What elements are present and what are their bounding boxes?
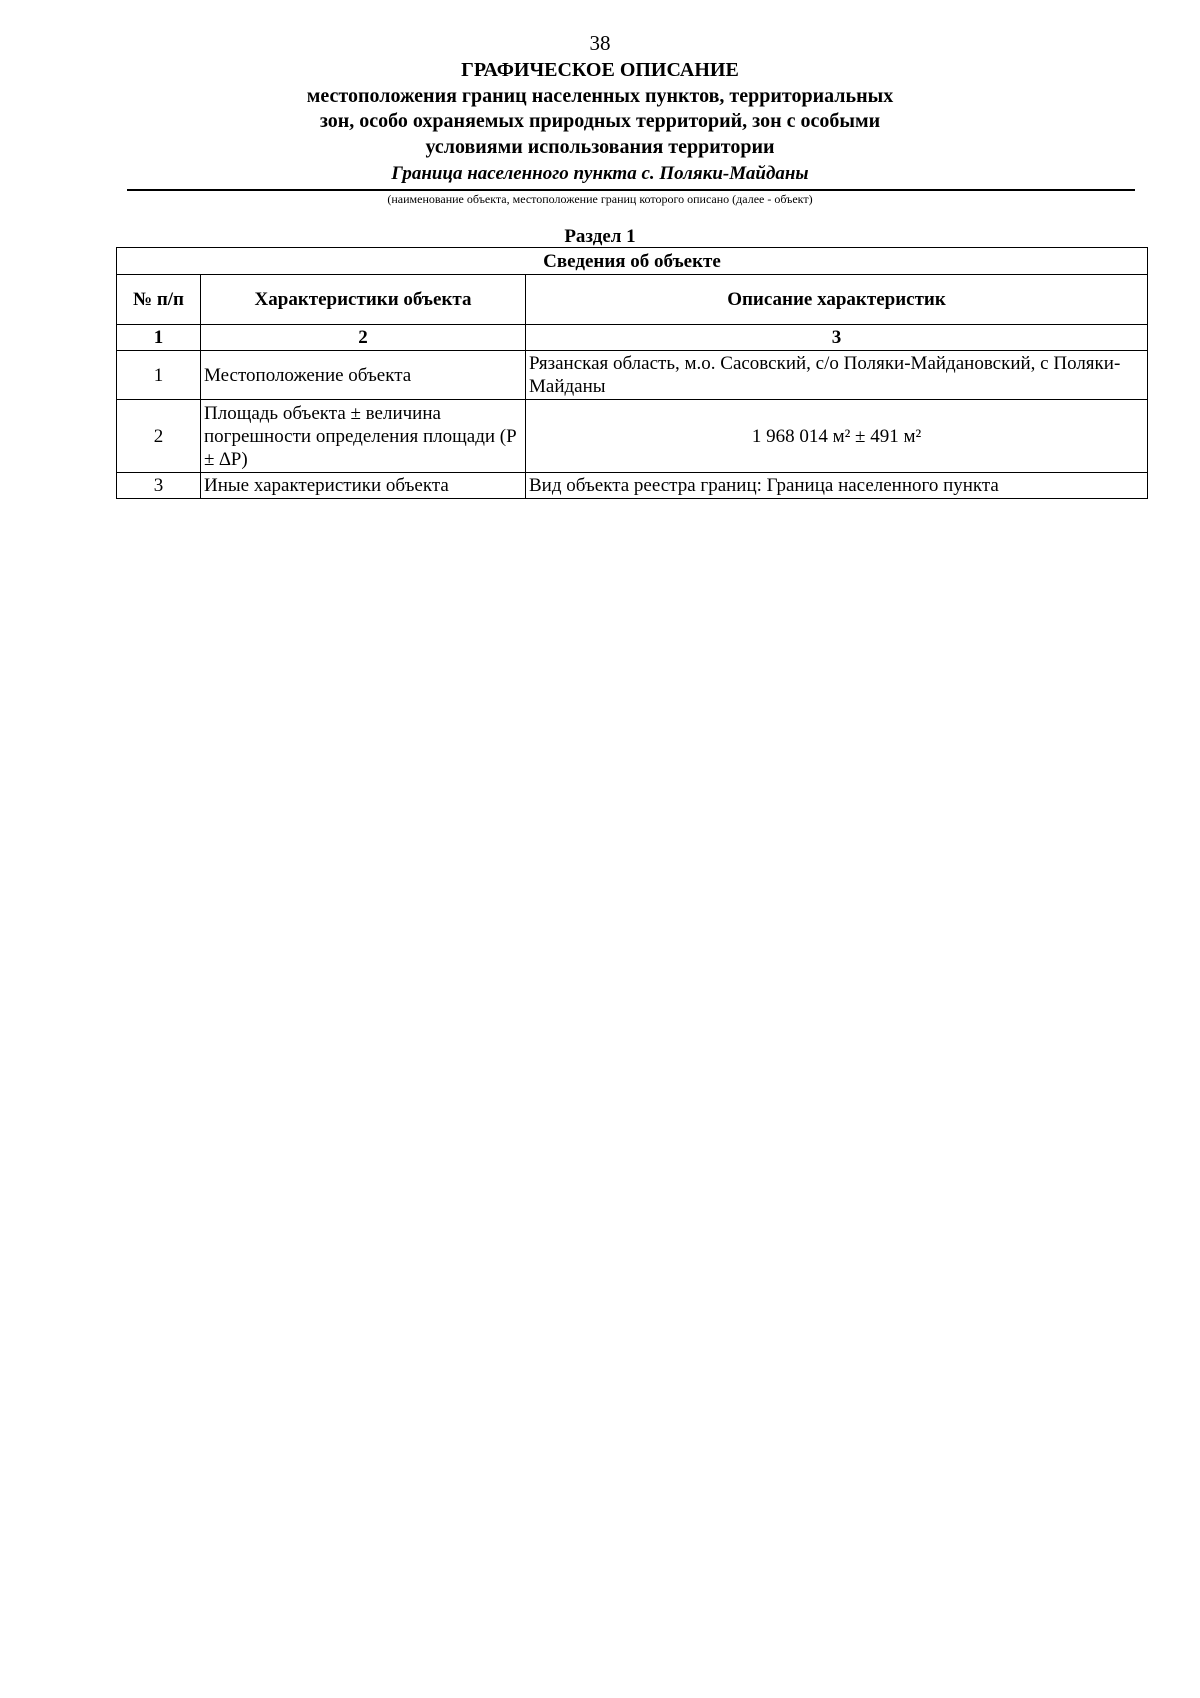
row-description: 1 968 014 м² ± 491 м²: [526, 400, 1148, 473]
table-header-row: [117, 275, 1148, 325]
column-number: 3: [526, 325, 1148, 351]
object-info-table: [116, 247, 1148, 499]
table-row: [117, 351, 1148, 400]
column-number-row: [117, 325, 1148, 351]
object-name-caption: (наименование объекта, местоположение границ которого описано (далее - объект): [387, 192, 813, 206]
header-num: № п/п: [117, 275, 201, 325]
row-num: 2: [117, 400, 201, 473]
document-title: [0, 58, 1200, 160]
row-num: 3: [117, 473, 201, 499]
row-characteristic: Иные характеристики объекта: [201, 473, 526, 499]
title-line: зон, особо охраняемых природных территорий, зон с особыми: [319, 110, 881, 132]
table-row: [117, 400, 1148, 473]
row-description: Рязанская область, м.о. Сасовский, с/о Поляки-Майдановский, с Поляки-Майданы: [526, 351, 1148, 400]
column-number: 2: [201, 325, 526, 351]
table-row: [117, 473, 1148, 499]
section-title: Раздел 1: [564, 226, 636, 247]
underline-rule: [127, 189, 1135, 191]
table-caption-row: [117, 248, 1148, 275]
table-caption: Сведения об объекте: [117, 248, 1148, 275]
header-description: Описание характеристик: [526, 275, 1148, 325]
object-name: Граница населенного пункта с. Поляки-Майданы: [391, 163, 809, 184]
row-characteristic: Площадь объекта ± величина погрешности определения площади (P ± ∆P): [201, 400, 526, 473]
row-characteristic: Местоположение объекта: [201, 351, 526, 400]
title-line: условиями использования территории: [425, 135, 775, 158]
column-number: 1: [117, 325, 201, 351]
title-line: местоположения границ населенных пунктов, территориальных: [306, 84, 894, 107]
row-description: Вид объекта реестра границ: Граница населенного пункта: [526, 473, 1148, 499]
page-number: 38: [589, 31, 611, 55]
title-line: ГРАФИЧЕСКОЕ ОПИСАНИЕ: [461, 59, 739, 81]
row-num: 1: [117, 351, 201, 400]
header-characteristic: Характеристики объекта: [201, 275, 526, 325]
